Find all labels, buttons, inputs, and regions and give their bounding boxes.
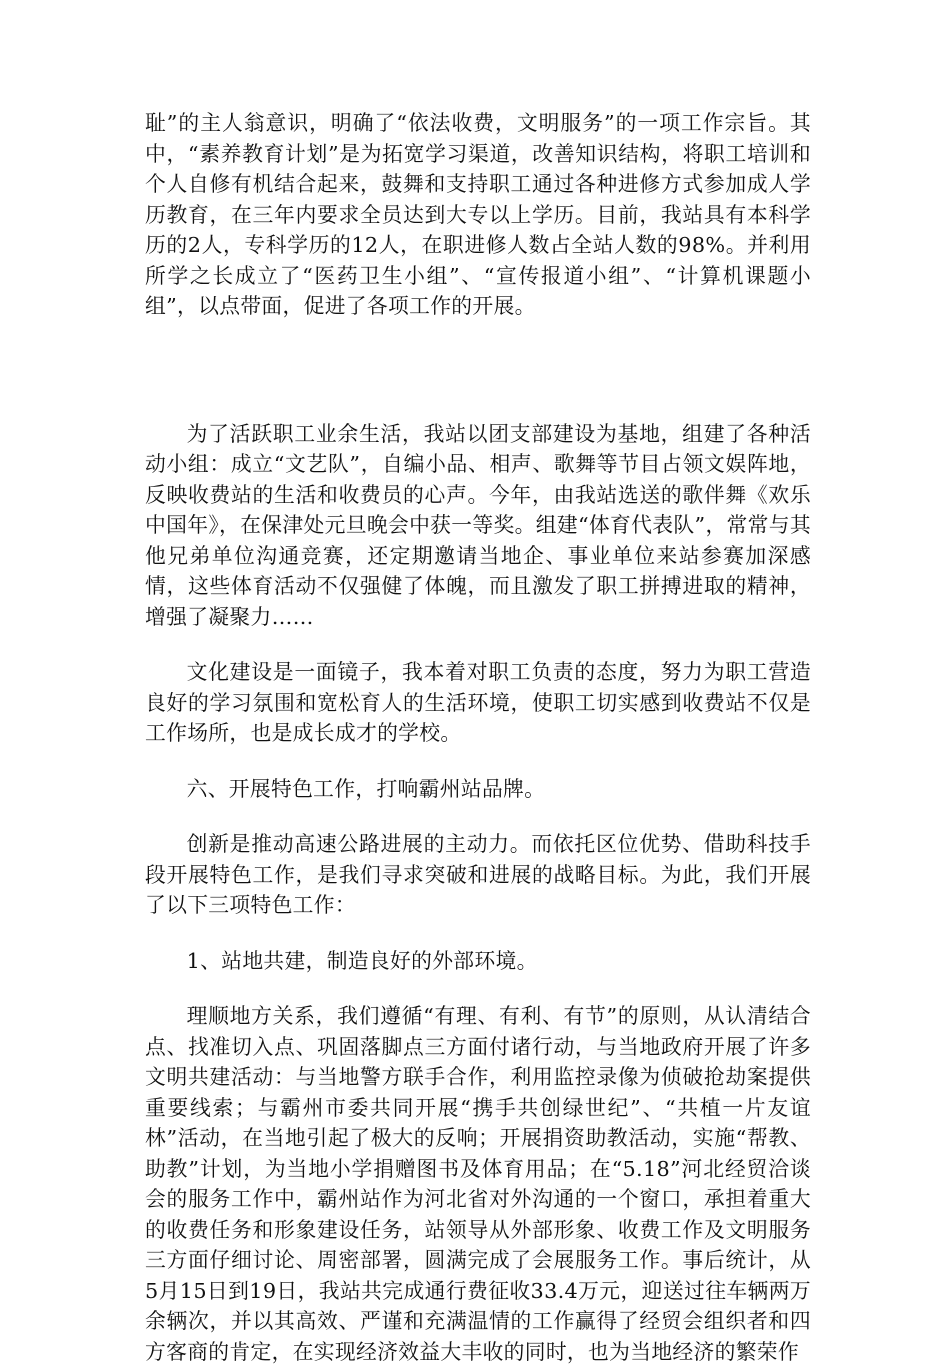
document-body [145,108,811,1367]
paragraph-4: 创新是推动高速公路进展的主动力。而依托区位优势、借助科技手段开展特色工作，是我们寻求突破和进展的战略目标。为此，我们开展了以下三项特色工作： [145,832,811,917]
paragraph-2: 为了活跃职工业余生活，我站以团支部建设为基地，组建了各种活动小组：成立“文艺队”，自编小品、相声、歌舞等节目占领文娱阵地，反映收费站的生活和收费员的心声。今年，由我站选送的歌伴舞《欢乐中国年》，在保津处元旦晚会中获一等奖。组建“体育代表队”，常常与其他兄弟单位沟通竞赛，还定期邀请当地企、事业单位来站参赛加深感情，这些体育活动不仅强健了体魄，而且激发了职工拼搏进取的精神，增强了凝聚力…… [145,421,811,629]
paragraph-5: 理顺地方关系，我们遵循“有理、有利、有节”的原则，从认清结合点、找准切入点、巩固落脚点三方面付诸行动，与当地政府开展了许多文明共建活动：与当地警方联手合作，利用监控录像为侦破抢劫案提供重要线索；与霸州市委共同开展“携手共创绿世纪”、“共植一片友谊林”活动，在当地引起了极大的反响；开展捐资助教活动，实施“帮教、助教”计划，为当地小学捐赠图书及体育用品；在“5.18”河北经贸洽谈会的服务工作中，霸州站作为河北省对外沟通的一个窗口，承担着重大的收费任务和形象建设任务，站领导从外部形象、收费工作及文明服务三方面仔细讨论、周密部署，圆满完成了会展服务工作。事后统计，从5月15日到19日，我站共完成通行费征收33.4万元，迎送过往车辆两万余辆次，并以其高效、严谨和充满温情的工作赢得了经贸会组织者和四方客商的肯定，在实现经济效益大丰收的同时，也为当地经济的繁荣作 [145,1004,811,1364]
subsection-heading: 1、站地共建，制造良好的外部环境。 [186,948,538,973]
paragraph-1: 耻”的主人翁意识，明确了“依法收费，文明服务”的一项工作宗旨。其中，“素养教育计划”是为拓宽学习渠道，改善知识结构，将职工培训和个人自修有机结合起来，鼓舞和支持职工通过各种进修方式参加成人学历教育，在三年内要求全员达到大专以上学历。目前，我站具有本科学历的2人，专科学历的12人，在职进修人数占全站人数的98%。并利用所学之长成立了“医药卫生小组”、“宣传报道小组”、“计算机课题小组”，以点带面，促进了各项工作的开展。 [145,111,811,318]
section-heading: 六、开展特色工作，打响霸州站品牌。 [186,776,546,801]
paragraph-3: 文化建设是一面镜子，我本着对职工负责的态度，努力为职工营造良好的学习氛围和宽松育人的生活环境，使职工切实感到收费站不仅是工作场所，也是成长成才的学校。 [145,660,811,745]
